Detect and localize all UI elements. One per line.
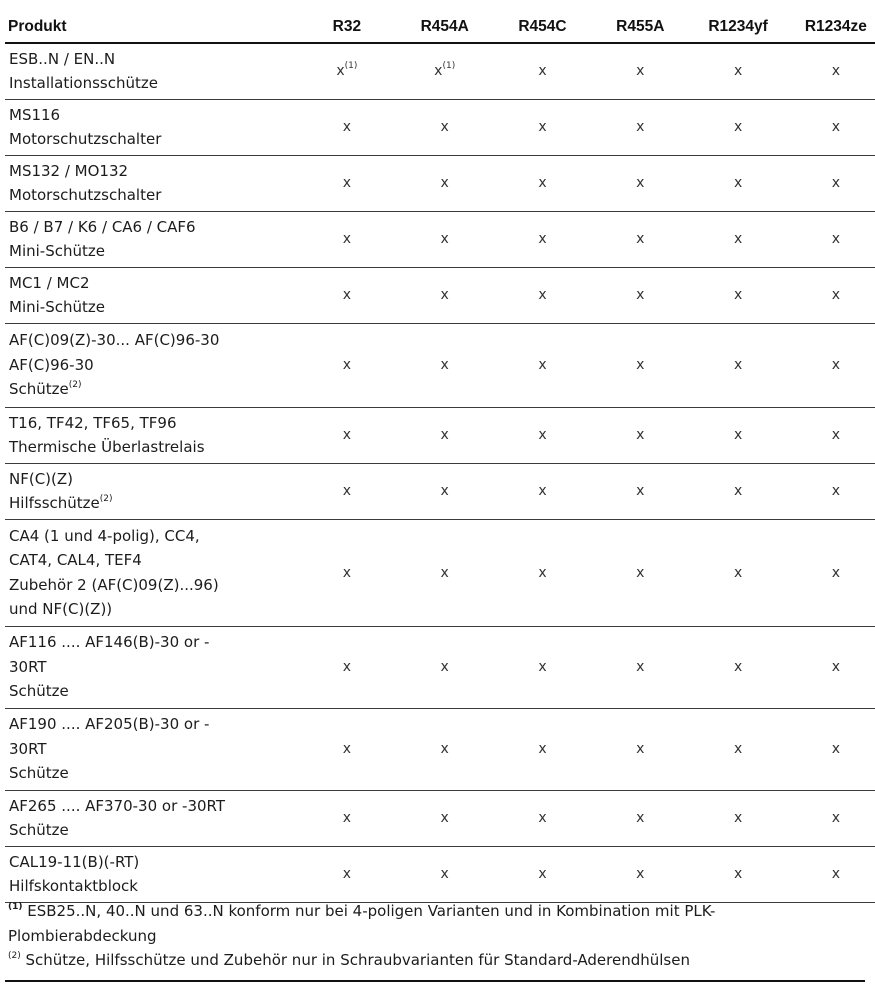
compatibility-mark: x xyxy=(636,119,645,135)
compatibility-cell xyxy=(396,99,494,155)
compatibility-mark: x xyxy=(831,810,841,826)
compatibility-mark: x xyxy=(440,119,449,135)
product-line-text: MC1 / MC2 xyxy=(9,273,90,292)
column-header-refrigerant: R454A xyxy=(396,11,494,43)
compatibility-mark: x xyxy=(831,427,841,443)
compatibility-cell xyxy=(396,267,494,323)
compatibility-mark: x xyxy=(831,119,841,135)
compatibility-mark: x xyxy=(831,63,841,80)
product-line-text: Motorschutzschalter xyxy=(9,130,162,148)
compatibility-mark: x xyxy=(636,564,645,581)
compatibility-cell xyxy=(787,267,875,323)
product-cell xyxy=(5,155,298,211)
product-line-text: Motorschutzschalter xyxy=(9,186,162,204)
compatibility-cell xyxy=(591,155,689,211)
compatibility-cell xyxy=(689,155,787,211)
product-line-text: Zubehör 2 (AF(C)09(Z)...96) xyxy=(9,575,219,594)
table-row xyxy=(5,790,875,846)
compatibility-cell xyxy=(787,790,875,846)
compatibility-mark: x xyxy=(733,357,743,373)
product-line xyxy=(9,377,298,402)
product-line xyxy=(9,491,298,516)
table-row xyxy=(5,323,875,407)
compatibility-cell xyxy=(396,407,494,463)
compatibility-cell xyxy=(298,626,396,708)
compatibility-cell xyxy=(591,519,689,626)
product-cell xyxy=(5,846,298,902)
compatibility-mark: x xyxy=(831,659,841,675)
compatibility-cell xyxy=(591,463,689,519)
compatibility-cell xyxy=(396,323,494,407)
table-body xyxy=(5,43,875,902)
column-header-product: Produkt xyxy=(5,11,298,43)
product-cell xyxy=(5,708,298,790)
product-line xyxy=(9,239,298,264)
compatibility-mark: x xyxy=(733,119,743,135)
compatibility-cell xyxy=(591,99,689,155)
table-row xyxy=(5,846,875,902)
compatibility-cell xyxy=(298,463,396,519)
product-cell xyxy=(5,626,298,708)
product-line-text: Schütze xyxy=(9,682,69,701)
product-line xyxy=(9,794,298,819)
table-row xyxy=(5,519,875,626)
product-line-text: CA4 (1 und 4-polig), CC4, xyxy=(9,526,200,545)
compatibility-mark: x xyxy=(636,357,645,373)
compatibility-cell xyxy=(396,211,494,267)
product-line xyxy=(9,103,298,128)
table-row xyxy=(5,267,875,323)
product-line xyxy=(9,127,298,152)
compatibility-cell xyxy=(787,43,875,99)
footnote-reference: (2) xyxy=(99,494,113,504)
product-cell xyxy=(5,519,298,626)
product-line-text: CAT4, CAL4, TEF4 xyxy=(9,551,142,569)
compatibility-cell xyxy=(494,407,592,463)
compatibility-mark: x xyxy=(342,810,352,826)
compatibility-mark: x xyxy=(538,483,547,499)
compatibility-mark: x xyxy=(342,287,352,303)
footnote-reference: (1) xyxy=(442,61,456,72)
compatibility-cell xyxy=(787,155,875,211)
compatibility-cell xyxy=(298,323,396,407)
product-line xyxy=(9,630,298,655)
compatibility-mark: x xyxy=(342,564,352,581)
compatibility-cell xyxy=(298,708,396,790)
compatibility-mark: x xyxy=(636,866,645,882)
compatibility-mark: x xyxy=(440,810,449,826)
footnote-reference: (1) xyxy=(344,61,358,72)
compatibility-mark: x xyxy=(440,287,449,303)
compatibility-mark: x xyxy=(538,866,547,882)
product-line xyxy=(9,548,298,573)
compatibility-mark: x xyxy=(440,427,449,443)
compatibility-mark: x xyxy=(831,483,841,499)
compatibility-mark: x xyxy=(831,357,841,373)
product-line-text: AF116 .... AF146(B)-30 or - xyxy=(9,633,210,652)
compatibility-cell xyxy=(591,790,689,846)
compatibility-cell xyxy=(298,846,396,902)
compatibility-mark: x xyxy=(831,741,841,757)
product-line xyxy=(9,411,298,436)
product-cell xyxy=(5,267,298,323)
product-line xyxy=(9,712,298,737)
compatibility-mark: x xyxy=(538,119,547,135)
footnote-1 xyxy=(8,899,865,924)
compatibility-mark: x xyxy=(434,63,443,80)
product-line xyxy=(9,874,298,899)
product-line-text: Mini-Schütze xyxy=(9,298,105,316)
footnote-2-marker: (2) xyxy=(8,951,21,961)
compatibility-cell xyxy=(787,519,875,626)
product-line xyxy=(9,328,298,353)
product-cell xyxy=(5,463,298,519)
product-line xyxy=(9,737,298,762)
column-header-refrigerant: R32 xyxy=(298,11,396,43)
footnote-1-text: ESB25..N, 40..N und 63..N konform nur bei 4-poligen Varianten und in Kombination mit PLK- xyxy=(22,902,716,920)
product-line xyxy=(9,761,298,786)
compatibility-mark: x xyxy=(636,427,645,443)
table-row xyxy=(5,626,875,708)
compatibility-mark: x xyxy=(342,357,352,373)
compatibility-mark: x xyxy=(538,564,547,581)
footnote-2 xyxy=(8,948,865,973)
table-header-row xyxy=(5,11,875,43)
compatibility-mark: x xyxy=(733,659,743,675)
product-cell xyxy=(5,99,298,155)
product-line xyxy=(9,71,298,96)
bottom-rule xyxy=(5,980,865,982)
compatibility-cell xyxy=(396,708,494,790)
product-line xyxy=(9,353,298,378)
product-line-text: Thermische Überlastrelais xyxy=(9,438,205,456)
compatibility-cell xyxy=(494,43,592,99)
compatibility-mark: x xyxy=(636,175,645,191)
compatibility-cell xyxy=(396,626,494,708)
compatibility-mark: x xyxy=(342,119,352,135)
compatibility-cell xyxy=(591,407,689,463)
product-line-text: Schütze xyxy=(9,821,69,839)
compatibility-mark: x xyxy=(342,175,352,191)
compatibility-mark: x xyxy=(636,483,645,499)
compatibility-mark: x xyxy=(636,741,645,757)
compatibility-mark: x xyxy=(440,564,449,581)
compatibility-mark: x xyxy=(636,287,645,303)
compatibility-mark: x xyxy=(538,427,547,443)
compatibility-mark: x xyxy=(538,175,547,191)
compatibility-cell xyxy=(787,211,875,267)
compatibility-cell xyxy=(494,846,592,902)
compatibility-mark: x xyxy=(733,175,743,191)
compatibility-mark: x xyxy=(733,483,743,499)
compatibility-mark: x xyxy=(831,866,841,882)
compatibility-mark: x xyxy=(636,231,645,247)
compatibility-mark: x xyxy=(831,175,841,191)
compatibility-mark: x xyxy=(636,63,645,80)
table-row xyxy=(5,407,875,463)
product-line xyxy=(9,295,298,320)
compatibility-cell xyxy=(494,211,592,267)
compatibility-cell xyxy=(787,846,875,902)
product-line xyxy=(9,159,298,184)
compatibility-cell xyxy=(689,790,787,846)
compatibility-cell xyxy=(591,708,689,790)
compatibility-mark: x xyxy=(733,287,743,303)
product-line xyxy=(9,818,298,843)
column-header-refrigerant: R455A xyxy=(591,11,689,43)
compatibility-cell xyxy=(689,43,787,99)
product-line-text: AF190 .... AF205(B)-30 or - xyxy=(9,715,210,734)
footnote-1-continued: Plombierabdeckung xyxy=(8,926,157,945)
product-line-text: Hilfskontaktblock xyxy=(9,877,138,895)
compatibility-cell xyxy=(787,463,875,519)
compatibility-mark: x xyxy=(636,810,645,826)
column-header-refrigerant: R1234ze xyxy=(787,11,875,43)
compatibility-cell xyxy=(396,846,494,902)
compatibility-cell xyxy=(689,211,787,267)
compatibility-cell xyxy=(494,519,592,626)
compatibility-cell xyxy=(591,267,689,323)
compatibility-mark: x xyxy=(440,659,449,675)
footnotes xyxy=(8,899,865,973)
compatibility-mark: x xyxy=(538,231,547,247)
product-line xyxy=(9,850,298,875)
compatibility-mark: x xyxy=(336,63,345,80)
compatibility-mark: x xyxy=(831,231,841,247)
compatibility-cell xyxy=(494,463,592,519)
compatibility-cell xyxy=(298,155,396,211)
compatibility-mark: x xyxy=(733,231,743,247)
product-cell xyxy=(5,407,298,463)
compatibility-cell xyxy=(689,323,787,407)
product-line-text: Schütze xyxy=(9,380,69,399)
compatibility-cell xyxy=(689,626,787,708)
compatibility-cell xyxy=(591,323,689,407)
product-line-text: Mini-Schütze xyxy=(9,242,105,260)
product-line xyxy=(9,271,298,296)
product-line-text: 30RT xyxy=(9,657,47,676)
compatibility-mark: x xyxy=(636,659,645,675)
table-row xyxy=(5,708,875,790)
compatibility-cell xyxy=(494,99,592,155)
compatibility-mark: x xyxy=(538,287,547,303)
compatibility-mark: x xyxy=(538,810,547,826)
compatibility-cell xyxy=(591,43,689,99)
compatibility-cell xyxy=(494,790,592,846)
product-line xyxy=(9,47,298,72)
product-line-text: MS132 / MO132 xyxy=(9,161,129,180)
table-row xyxy=(5,211,875,267)
compatibility-mark: x xyxy=(342,866,352,882)
compatibility-cell xyxy=(689,407,787,463)
footnote-reference: (2) xyxy=(68,380,82,391)
compatibility-mark: x xyxy=(733,810,743,826)
product-line-text: Schütze xyxy=(9,764,69,783)
compatibility-cell xyxy=(689,267,787,323)
compatibility-mark: x xyxy=(440,357,449,373)
compatibility-cell xyxy=(494,155,592,211)
compatibility-mark: x xyxy=(440,175,449,191)
table-row xyxy=(5,155,875,211)
compatibility-cell xyxy=(494,323,592,407)
product-line-text: Hilfsschütze xyxy=(9,494,100,512)
product-line-text: AF265 .... AF370-30 or -30RT xyxy=(9,796,226,815)
product-line xyxy=(9,573,298,598)
compatibility-cell xyxy=(396,463,494,519)
compatibility-cell xyxy=(298,43,396,99)
compatibility-cell xyxy=(689,846,787,902)
compatibility-mark: x xyxy=(733,63,743,80)
product-line-text: MS116 xyxy=(9,105,61,124)
compatibility-mark: x xyxy=(342,741,352,757)
footnote-1-marker: (1) xyxy=(8,902,23,912)
table-row xyxy=(5,43,875,99)
product-line xyxy=(9,597,298,622)
compatibility-mark: x xyxy=(733,866,743,882)
compatibility-cell xyxy=(787,99,875,155)
product-line-text: und NF(C)(Z)) xyxy=(9,600,113,618)
compatibility-mark: x xyxy=(440,231,449,247)
product-cell xyxy=(5,43,298,99)
product-line-text: CAL19-11(B)(-RT) xyxy=(9,852,140,871)
product-line xyxy=(9,679,298,704)
compatibility-cell xyxy=(591,846,689,902)
compatibility-table xyxy=(5,11,875,903)
product-line-text: Installationsschütze xyxy=(9,74,158,93)
table-row xyxy=(5,99,875,155)
compatibility-cell xyxy=(689,99,787,155)
product-line-text: NF(C)(Z) xyxy=(9,469,74,488)
compatibility-cell xyxy=(494,626,592,708)
compatibility-cell xyxy=(494,708,592,790)
column-header-refrigerant: R454C xyxy=(494,11,592,43)
compatibility-cell xyxy=(591,626,689,708)
compatibility-mark: x xyxy=(733,564,743,581)
compatibility-mark: x xyxy=(342,427,352,443)
compatibility-cell xyxy=(689,708,787,790)
product-cell xyxy=(5,790,298,846)
compatibility-mark: x xyxy=(538,741,547,757)
compatibility-cell xyxy=(298,267,396,323)
compatibility-mark: x xyxy=(538,659,547,675)
product-line xyxy=(9,435,298,460)
compatibility-cell xyxy=(591,211,689,267)
compatibility-mark: x xyxy=(733,427,743,443)
product-line xyxy=(9,524,298,549)
product-line-text: AF(C)96-30 xyxy=(9,355,94,374)
compatibility-cell xyxy=(787,323,875,407)
compatibility-mark: x xyxy=(440,866,449,882)
product-line-text: ESB..N / EN..N xyxy=(9,49,116,68)
table-row xyxy=(5,463,875,519)
compatibility-cell xyxy=(298,211,396,267)
compatibility-cell xyxy=(494,267,592,323)
compatibility-mark: x xyxy=(440,741,449,757)
compatibility-cell xyxy=(396,790,494,846)
compatibility-cell xyxy=(787,708,875,790)
product-line xyxy=(9,655,298,680)
compatibility-mark: x xyxy=(440,483,449,499)
compatibility-mark: x xyxy=(831,564,841,581)
compatibility-cell xyxy=(396,519,494,626)
compatibility-mark: x xyxy=(538,63,547,80)
compatibility-mark: x xyxy=(342,483,352,499)
compatibility-cell xyxy=(298,790,396,846)
product-line-text: 30RT xyxy=(9,739,47,758)
compatibility-cell xyxy=(298,519,396,626)
compatibility-mark: x xyxy=(538,357,547,373)
compatibility-mark: x xyxy=(342,231,352,247)
compatibility-cell xyxy=(298,99,396,155)
product-line xyxy=(9,183,298,208)
product-line-text: B6 / B7 / K6 / CA6 / CAF6 xyxy=(9,217,196,236)
product-line xyxy=(9,215,298,240)
compatibility-cell xyxy=(787,407,875,463)
product-line-text: T16, TF42, TF65, TF96 xyxy=(9,413,177,432)
product-line-text: AF(C)09(Z)-30... AF(C)96-30 xyxy=(9,331,220,350)
compatibility-mark: x xyxy=(733,741,743,757)
compatibility-mark: x xyxy=(831,287,841,303)
compatibility-cell xyxy=(689,463,787,519)
compatibility-mark: x xyxy=(342,659,352,675)
compatibility-cell xyxy=(787,626,875,708)
compatibility-cell xyxy=(298,407,396,463)
compatibility-cell xyxy=(689,519,787,626)
compatibility-cell xyxy=(396,43,494,99)
product-cell xyxy=(5,211,298,267)
footnote-2-text: Schütze, Hilfsschütze und Zubehör nur in Schraubvarianten für Standard-Aderendhülsen xyxy=(20,951,690,969)
product-line xyxy=(9,467,298,492)
column-header-refrigerant: R1234yf xyxy=(689,11,787,43)
product-cell xyxy=(5,323,298,407)
compatibility-cell xyxy=(396,155,494,211)
